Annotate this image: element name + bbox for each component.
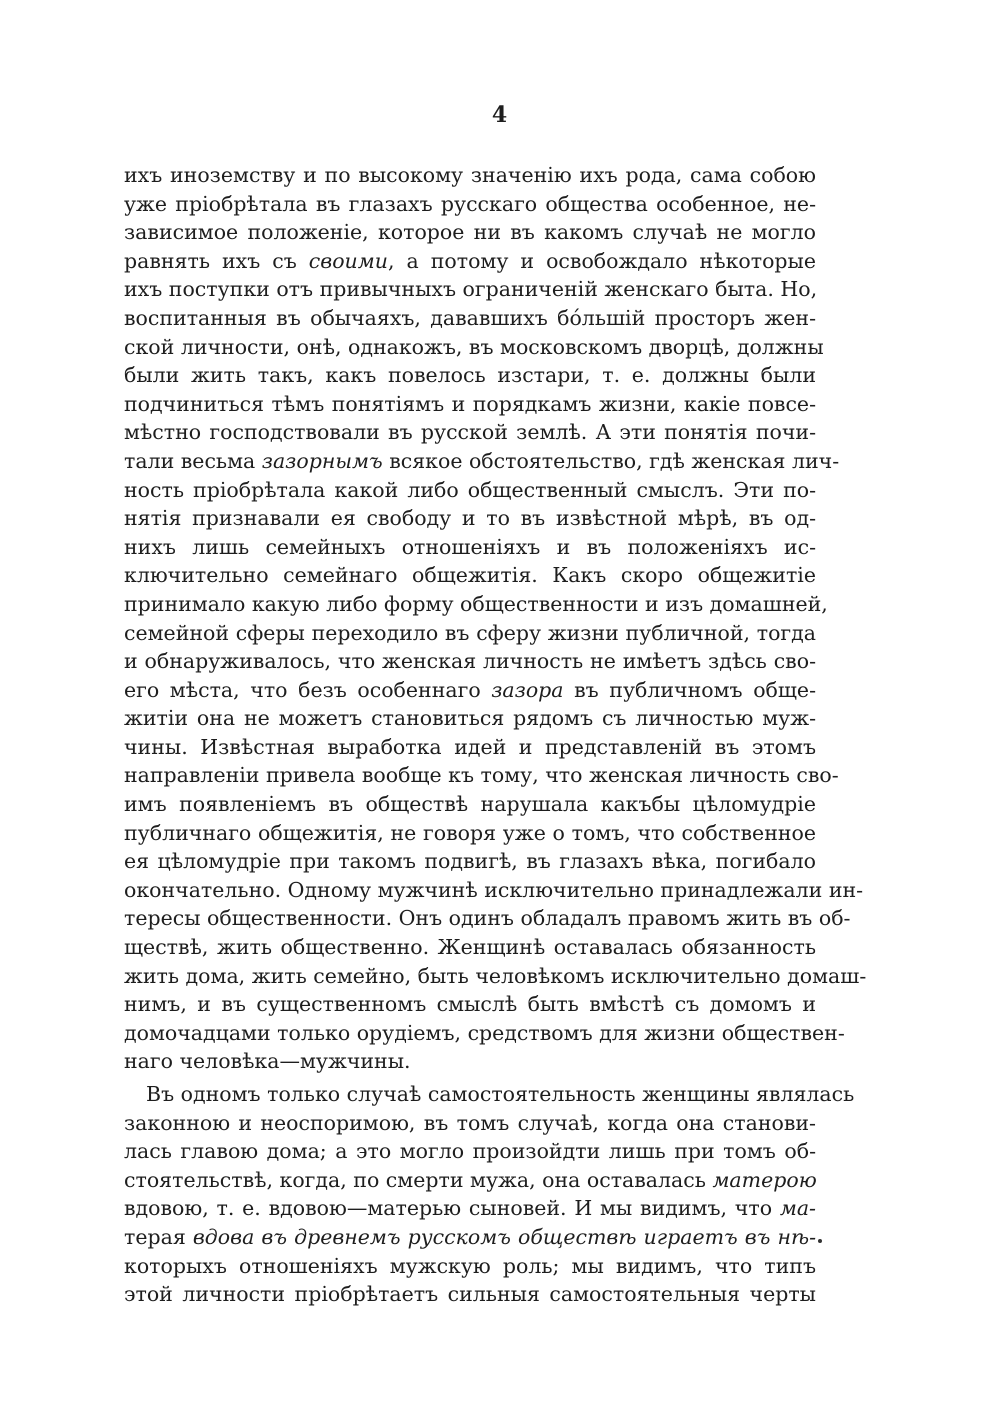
line-text: ихъ иноземству и по высокому значенію ихъ рода, сама собою [124, 163, 816, 187]
text-line [124, 733, 816, 762]
line-text: были жить такъ, какъ повелось изстари, т. е. должны были [124, 363, 816, 388]
text-line [124, 876, 864, 905]
line-text: терая [124, 1224, 186, 1249]
text-line [124, 847, 816, 876]
line-text: законною и неоспоримою, въ томъ случаѣ, когда она станови- [124, 1110, 816, 1135]
line-text: окончательно. Одному мужчинѣ исключительно принадлежали ин- [124, 877, 864, 902]
line-text: этой личности пріобрѣтаетъ сильныя самостоятельныя черты [124, 1282, 816, 1307]
text-line [124, 533, 816, 562]
text-line [124, 304, 816, 333]
text-line [124, 161, 816, 190]
text-line [124, 819, 816, 848]
text-line [124, 619, 816, 648]
text-line [124, 1047, 816, 1076]
text-line [124, 247, 816, 276]
text-line [124, 1019, 845, 1048]
line-text: чины. Извѣстная выработка идей и представленій въ этомъ [124, 734, 816, 759]
text-line [124, 1280, 816, 1309]
text-line [124, 590, 828, 619]
line-text: ществѣ, жить общественно. Женщинѣ оставалась обязанность [124, 935, 816, 960]
text-line [124, 676, 816, 705]
text-line [124, 333, 824, 362]
text-line [124, 647, 816, 676]
line-text: Въ одномъ только случаѣ самостоятельность женщины являлась [146, 1082, 855, 1106]
paragraph [124, 1076, 855, 1309]
text-line [124, 1194, 816, 1223]
line-text: нимъ, и въ существенномъ смыслѣ быть вмѣстѣ съ домомъ и [124, 992, 816, 1017]
line-text: направленіи привела вообще къ тому, что женская личность сво- [124, 763, 839, 788]
text-line [124, 1080, 855, 1109]
line-text: наго человѣка—мужчины. [124, 1049, 411, 1074]
text-line [124, 962, 867, 991]
line-text: всякое обстоятельство, гдѣ женская лич- [382, 448, 840, 473]
text-line [124, 1166, 816, 1195]
line-text: тали весьма [124, 448, 262, 473]
emphasis-text: зазора [491, 677, 564, 702]
text-line [124, 190, 816, 219]
line-text: тересы общественности. Онъ одинъ обладалъ правомъ жить въ об- [124, 906, 851, 931]
line-text: въ публичномъ обще- [563, 677, 816, 702]
line-text: ность пріобрѣтала какой либо общественный смыслъ. Эти по- [124, 477, 816, 502]
line-text: публичнаго общежитія, не говоря уже о томъ, что собственное [124, 820, 816, 845]
text-line [124, 476, 816, 505]
emphasis-text: ма- [779, 1196, 816, 1221]
line-text: домочадцами только орудіемъ, средствомъ для жизни обществен- [124, 1020, 845, 1045]
line-text: нихъ лишь семейныхъ отношеніяхъ и въ положеніяхъ ис- [124, 534, 816, 559]
text-line [124, 1109, 816, 1138]
line-text: зависимое положеніе, которое ни въ какомъ случаѣ не могло [124, 220, 816, 245]
emphasis-text: зазорнымъ [261, 448, 383, 473]
text-line [124, 990, 816, 1019]
line-text: жить дома, жить семейно, быть человѣкомъ исключительно домаш- [124, 963, 867, 988]
page-number: 4 [491, 102, 509, 128]
line-text: ключительно семейнаго общежитія. Какъ скоро общежитіе [124, 563, 816, 588]
text-line [124, 561, 816, 590]
text-line [124, 1223, 816, 1252]
text-line [124, 761, 839, 790]
text-line [124, 790, 816, 819]
line-text: мѣстно господствовали въ русской землѣ. А эти понятія почи- [124, 420, 816, 445]
print-speck [818, 1239, 822, 1243]
emphasis-text: матерою [712, 1167, 817, 1192]
line-text: имъ появленіемъ въ обществѣ нарушала какъбы цѣломудріе [124, 792, 816, 817]
line-text: ской личности, онѣ, однакожъ, въ московскомъ дворцѣ, должны [124, 334, 824, 359]
text-line [124, 275, 816, 304]
text-line [124, 447, 840, 476]
line-text: житіи она не можетъ становиться рядомъ съ личностью муж- [124, 706, 816, 731]
text-line [124, 218, 816, 247]
text-line [124, 1137, 816, 1166]
line-text: подчиниться тѣмъ понятіямъ и порядкамъ жизни, какіе повсе- [124, 391, 816, 416]
line-text: его мѣста, что безъ особеннаго [124, 677, 492, 702]
line-text: уже пріобрѣтала въ глазахъ русскаго общества особенное, не- [124, 191, 816, 216]
line-text: ея цѣломудріе при такомъ подвигѣ, въ глазахъ вѣка, погибало [124, 849, 816, 874]
line-text: стоятельствѣ, когда, по смерти мужа, она оставалась [124, 1167, 713, 1192]
line-text: равнять ихъ съ [124, 248, 309, 273]
line-text: и обнаруживалось, что женская личность не имѣетъ здѣсь сво- [124, 649, 816, 674]
line-text: воспитанныя въ обычаяхъ, дававшихъ бóльшій просторъ жен- [124, 305, 816, 330]
text-line [124, 390, 816, 419]
text-line [124, 704, 816, 733]
paragraph [124, 161, 867, 1076]
text-line [124, 904, 851, 933]
line-text: , а потому и освобождало нѣкоторые [387, 248, 816, 273]
line-text: вдовою, т. е. вдовою—матерью сыновей. И мы видимъ, что [124, 1196, 780, 1221]
line-text: нятія признавали ея свободу и то въ извѣстной мѣрѣ, въ од- [124, 506, 816, 531]
line-text: принимало какую либо форму общественности и изъ домашней, [124, 591, 828, 616]
emphasis-text: вдова въ древнемъ русскомъ обществѣ играетъ въ нѣ- [185, 1224, 816, 1249]
line-text: семейной сферы переходило въ сферу жизни публичной, тогда [124, 620, 816, 645]
text-line [124, 504, 816, 533]
text-line [124, 1252, 816, 1281]
text-line [124, 418, 816, 447]
line-text: которыхъ отношеніяхъ мужскую роль; мы видимъ, что типъ [124, 1253, 816, 1278]
text-line [124, 361, 816, 390]
line-text: лась главою дома; а это могло произойдти лишь при томъ об- [124, 1139, 816, 1164]
line-text: ихъ поступки отъ привычныхъ ограниченій женскаго быта. Но, [124, 277, 818, 302]
body-text [124, 161, 867, 1309]
emphasis-text: своими [308, 248, 388, 273]
text-line [124, 933, 816, 962]
